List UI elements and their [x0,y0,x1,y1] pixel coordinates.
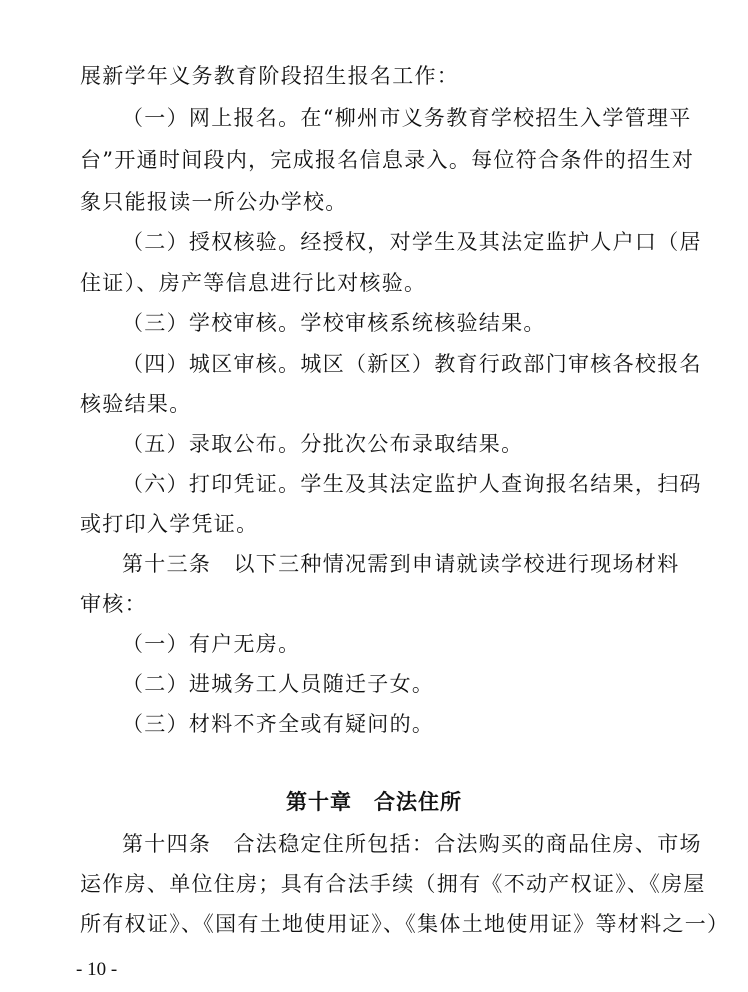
paragraph-line: （一）有户无房。 [122,632,301,656]
paragraph-line: （二）授权核验。经授权，对学生及其法定监护人户口（居 [122,230,702,254]
paragraph-line: 审核： [80,592,147,616]
paragraph-line: 第十三条 以下三种情况需到申请就读学校进行现场材料 [122,552,680,576]
paragraph-line: （四）城区审核。城区（新区）教育行政部门审核各校报名 [122,352,702,376]
paragraph-line: 运作房、单位住房；具有合法手续（拥有《不动产权证》、《房屋 [80,872,706,896]
paragraph-line: 台”开通时间段内，完成报名信息录入。每位符合条件的招生对 [80,148,695,172]
paragraph-line: （三）学校审核。学校审核系统核验结果。 [122,311,546,335]
paragraph-line: 展新学年义务教育阶段招生报名工作： [80,64,460,88]
paragraph-line: 所有权证》、《国有土地使用证》、《集体土地使用证》等材料之一） [80,912,730,936]
paragraph-line: （三）材料不齐全或有疑问的。 [122,712,435,736]
paragraph-line: （六）打印凭证。学生及其法定监护人查询报名结果，扫码 [122,472,702,496]
page-number: - 10 - [76,959,118,980]
chapter-heading: 第十章 合法住所 [286,790,462,814]
paragraph-line: 或打印入学凭证。 [80,512,259,536]
paragraph-line: 住证）、房产等信息进行比对核验。 [80,271,427,295]
paragraph-line: 象只能报读一所公办学校。 [80,190,348,214]
paragraph-line: 核验结果。 [80,392,192,416]
paragraph-line: （五）录取公布。分批次公布录取结果。 [122,432,524,456]
paragraph-line: 第十四条 合法稳定住所包括：合法购买的商品住房、市场 [122,832,702,856]
paragraph-line: （一）网上报名。在“柳州市义务教育学校招生入学管理平 [122,106,692,130]
paragraph-line: （二）进城务工人员随迁子女。 [122,672,435,696]
